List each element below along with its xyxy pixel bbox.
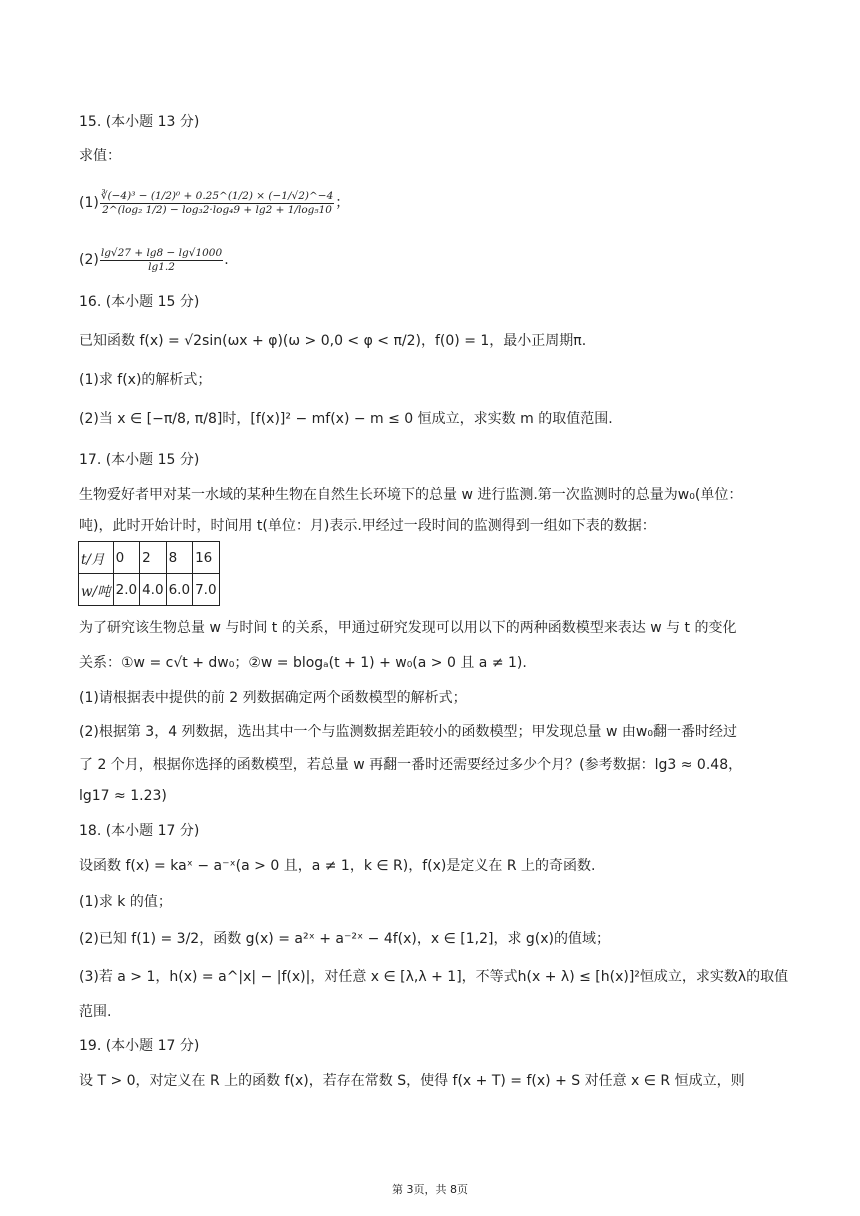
table-cell: 0 bbox=[113, 542, 139, 574]
q16-part1: (1)求 f(x)的解析式； bbox=[79, 372, 212, 388]
q15-p2-end: . bbox=[224, 252, 229, 268]
q16-part2: (2)当 x ∈ [−π/8, π/8]时，[f(x)]² − mf(x) − m ≤ 0 恒成立，求实数 m 的取值范围. bbox=[79, 411, 613, 427]
q17-header: 17. (本小题 15 分) bbox=[79, 452, 200, 468]
q19-header: 19. (本小题 17 分) bbox=[79, 1038, 200, 1054]
q16-stem: 已知函数 f(x) = √2sin(ωx + φ)(ω > 0,0 < φ < π/2)，f(0) = 1，最小正周期π. bbox=[79, 333, 587, 349]
q17-part1: (1)请根据表中提供的前 2 列数据确定两个函数模型的解析式； bbox=[79, 690, 467, 706]
table-cell: 6.0 bbox=[166, 574, 192, 606]
q17-model-line-a: 为了研究该生物总量 w 与时间 t 的关系，甲通过研究发现可以用以下的两种函数模型来表达 w 与 t 的变化 bbox=[79, 620, 737, 636]
q15-p1-denominator: 2^(log₂ 1/2) − log₃2·log₄9 + lg2 + 1/log₅10 bbox=[102, 203, 332, 216]
q17-part2-line1: (2)根据第 3，4 列数据，选出其中一个与监测数据差距较小的函数模型；甲发现总量 w 由w₀翻一番时经过 bbox=[79, 724, 737, 740]
q18-header: 18. (本小题 17 分) bbox=[79, 823, 200, 839]
q18-part3-line2: 范围. bbox=[79, 1004, 112, 1020]
table-cell: t/月 bbox=[79, 542, 114, 574]
table-cell: 8 bbox=[166, 542, 192, 574]
q15-p1-fraction bbox=[100, 190, 334, 217]
table-cell: 16 bbox=[193, 542, 219, 574]
table-cell: 4.0 bbox=[140, 574, 166, 606]
q15-part1 bbox=[79, 176, 782, 230]
q15-p2-numerator: lg√27 + lg8 − lg√1000 bbox=[100, 246, 223, 259]
q15-p2-denominator: lg1.2 bbox=[148, 260, 175, 273]
q18-part2: (2)已知 f(1) = 3/2，函数 g(x) = a²ˣ + a⁻²ˣ − 4f(x)，x ∈ [1,2]，求 g(x)的值域； bbox=[79, 931, 611, 947]
table-cell: 7.0 bbox=[193, 574, 219, 606]
q15-header: 15. (本小题 13 分) bbox=[79, 114, 200, 130]
q17-part2-line2: 了 2 个月，根据你选择的函数模型，若总量 w 再翻一番时还需要经过多少个月？(参考数据：lg3 ≈ 0.48， bbox=[79, 757, 743, 773]
q17-part2-line3: lg17 ≈ 1.23) bbox=[79, 788, 167, 804]
page-footer: 第 3页，共 8页 bbox=[392, 1183, 468, 1196]
q17-data-table bbox=[78, 541, 220, 606]
table-row bbox=[79, 574, 220, 606]
q18-part3-line1: (3)若 a > 1，h(x) = a^|x| − |f(x)|，对任意 x ∈ [λ,λ + 1]，不等式h(x + λ) ≤ [h(x)]²恒成立，求实数λ的取值 bbox=[79, 969, 789, 985]
q17-model-line-b: 关系：①w = c√t + dw₀；②w = blogₐ(t + 1) + w₀(a > 0 且 a ≠ 1). bbox=[79, 655, 527, 671]
table-row bbox=[79, 542, 220, 574]
q15-p1-label: (1) bbox=[79, 195, 99, 211]
q15-prompt: 求值： bbox=[79, 148, 121, 164]
q15-p2-label: (2) bbox=[79, 252, 99, 268]
q16-header: 16. (本小题 15 分) bbox=[79, 294, 200, 310]
table-cell: w/吨 bbox=[79, 574, 114, 606]
q19-stem: 设 T > 0，对定义在 R 上的函数 f(x)，若存在常数 S，使得 f(x + T) = f(x) + S 对任意 x ∈ R 恒成立，则 bbox=[79, 1073, 745, 1089]
q15-p1-numerator: ∛(−4)³ − (1/2)⁰ + 0.25^(1/2) × (−1/√2)^−4 bbox=[100, 189, 334, 202]
q18-part1: (1)求 k 的值； bbox=[79, 894, 172, 910]
q15-part2 bbox=[79, 242, 782, 278]
q17-stem-line2: 吨)，此时开始计时，时间用 t(单位：月)表示.甲经过一段时间的监测得到一组如下表的数据： bbox=[79, 518, 656, 534]
q15-p2-fraction bbox=[100, 247, 223, 274]
q18-stem: 设函数 f(x) = kaˣ − a⁻ˣ(a > 0 且，a ≠ 1，k ∈ R)，f(x)是定义在 R 上的奇函数. bbox=[79, 858, 596, 874]
q15-p1-end: ； bbox=[335, 195, 350, 211]
q17-stem-line1: 生物爱好者甲对某一水域的某种生物在自然生长环境下的总量 w 进行监测.第一次监测时的总量为w₀(单位： bbox=[79, 487, 743, 503]
table-cell: 2.0 bbox=[113, 574, 139, 606]
table-cell: 2 bbox=[140, 542, 166, 574]
